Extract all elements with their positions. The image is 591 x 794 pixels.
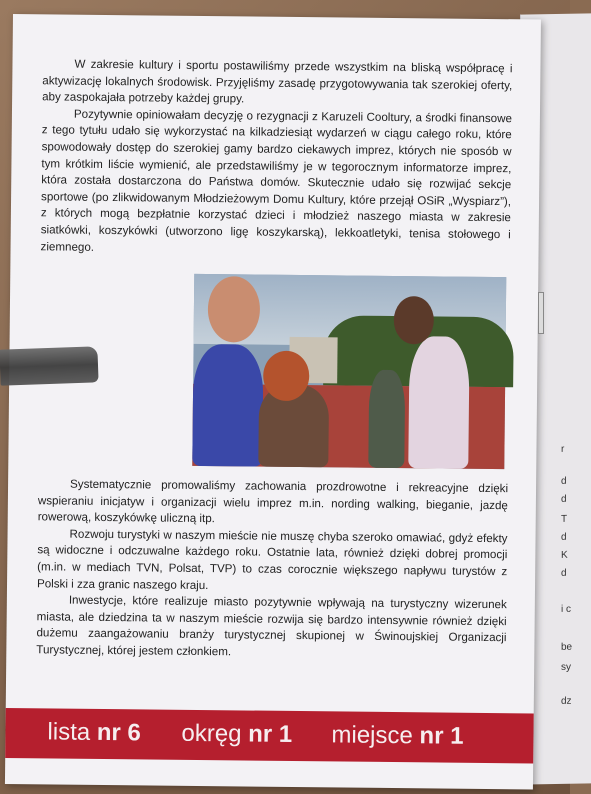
- paragraph-culture-sport: W zakresie kultury i sportu postawiliśmy przede wszystkim na bliską współpracę i aktywizację lokalnych środowisk. Przyjęliśmy zasadę przygotowywania tak szerokiej oferty, aby zaspokajała potrzeby każdej grupy.: [42, 57, 513, 106]
- footer-list-label: lista: [47, 718, 91, 746]
- award-ceremony-photo: [192, 274, 506, 469]
- paragraph-investments: Inwestycje, które realizuje miasto pozytywnie wpływają na turystyczny wizerunek miasta, ale dziedzina ta w naszym mieście rozwija się bardzo intensywnie również dzięki dużemu zaangażowaniu branży turystycznej skupionej w Świnoujskiej Organizacji Turystycznej, której jestem członkiem.: [36, 593, 507, 659]
- binder-clip: [538, 292, 544, 334]
- footer-list: [47, 718, 141, 747]
- footer-district-number: nr 1: [248, 720, 293, 748]
- footer-list-number: nr 6: [96, 718, 141, 747]
- paragraph-health-promotion: Systematycznie promowaliśmy zachowania prozdrowotne i rekreacyjne dzięki wspieraniu inicjatyw i organizacji wielu imprez m.in. nording walking, bieganie, jazdę rowerową, koszykówkę uliczną itp.: [37, 477, 509, 526]
- paragraph-cooltury: Pozytywnie opiniowałam decyzję o rezygnacji z Karuzeli Cooltury, a środki finansowe z tego tytułu udało się wykorzystać na kilkadziesiąt wydarzeń w ciągu całego roku, które spowodowały dostęp do szerokiej gamy bardzo ciekawych imprez, których nie sposób w tym krótkim liście wymienić, ale przedstawiliśmy je w tegorocznym informatorze imprez, która została dostarczona do Państwa domów. Skutecznie udało się rozwijać sekcje sportowe (po zlikwidowanym Młodzieżowym Domu Kultury, które przejął OSiR „Wyspiarz”), z których mogą bezpłatnie korzystać dzieci i młodzież naszego miasta w zakresie siatkówki, koszykówki (utworzono ligę koszykarską), lekkoatletyki, tenisa stołowego i ziemnego.: [40, 107, 513, 254]
- adjacent-text-fragment: dz: [561, 695, 572, 707]
- footer-place-number: nr 1: [419, 722, 464, 750]
- photo-athlete: [368, 370, 405, 468]
- paragraph-tourism: Rozwoju turystyki w naszym mieście nie muszę chyba szeroko omawiać, gdyż efekty są widoczne i odczuwalne każdego roku. Ostatnie lata, również dzięki dobrej promocji (m.in. w mediach TVN, Polsat, TVP) to czas corocznie większego napływu turystów z Polski i zza granic naszego kraju.: [36, 527, 508, 592]
- photo-woman-head: [263, 351, 310, 401]
- adjacent-text-fragment: K: [561, 549, 568, 561]
- footer-place: [331, 721, 463, 750]
- adjacent-text-fragment: r: [561, 443, 565, 455]
- article-text-top: [40, 56, 512, 260]
- election-footer-banner: [5, 708, 533, 764]
- adjacent-text-fragment: d: [561, 493, 567, 505]
- footer-district-label: okręg: [181, 719, 242, 748]
- duct-tape: [0, 346, 99, 385]
- adjacent-text-fragment: be: [561, 641, 573, 653]
- adjacent-text-fragment: d: [561, 475, 567, 487]
- photo-man-blue-shirt: [192, 344, 263, 467]
- adjacent-text-fragment: d: [561, 567, 567, 579]
- footer-place-label: miejsce: [331, 721, 413, 750]
- article-text-bottom: [36, 476, 508, 663]
- footer-district: [181, 720, 292, 749]
- adjacent-text-fragment: sy: [561, 661, 571, 673]
- adjacent-text-fragment: i c: [561, 603, 571, 615]
- photo-basketball-player: [408, 336, 469, 469]
- leaflet-page: [5, 14, 541, 789]
- adjacent-text-fragment: T: [561, 513, 568, 525]
- adjacent-text-fragment: d: [561, 531, 567, 543]
